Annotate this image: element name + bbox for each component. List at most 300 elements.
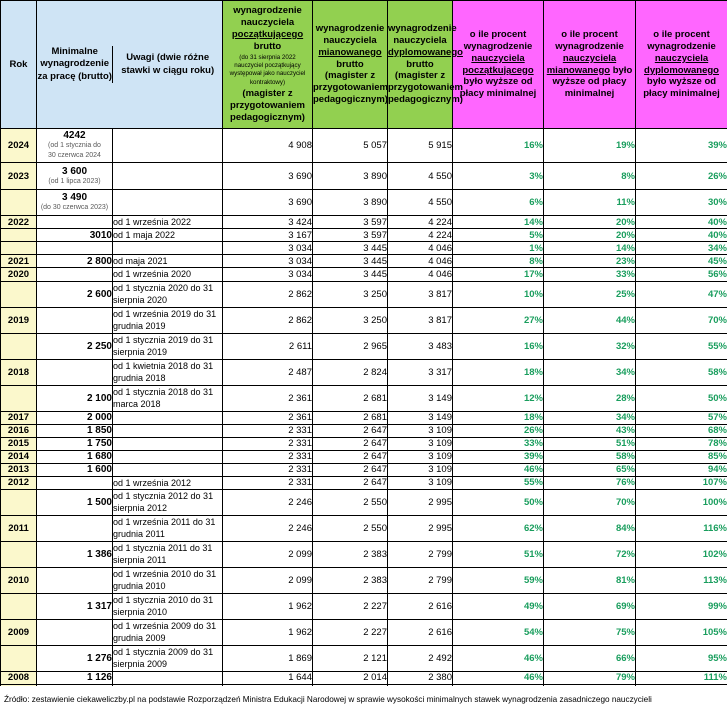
cell-pct-certified[interactable]: 116% [636,515,727,541]
table-row[interactable] [1,307,727,333]
cell-pct-appointed[interactable]: 44% [544,307,636,333]
cell-year[interactable] [1,541,37,567]
table-row[interactable] [1,450,727,463]
cell-minimum-wage[interactable]: 3010 [37,229,113,242]
cell-year[interactable] [1,333,37,359]
cell-salary-certified[interactable]: 3 483 [388,333,453,359]
cell-salary-appointed[interactable]: 3 445 [313,268,388,281]
cell-pct-appointed[interactable]: 79% [544,671,636,684]
cell-pct-certified[interactable]: 39% [636,129,727,163]
table-row[interactable] [1,242,727,255]
cell-salary-starting[interactable]: 3 690 [223,163,313,190]
cell-pct-starting[interactable]: 10% [453,281,544,307]
cell-minimum-wage[interactable] [37,515,113,541]
cell-pct-appointed[interactable]: 8% [544,163,636,190]
cell-note[interactable]: od 1 stycznia 2010 do 31 sierpnia 2010 [113,593,223,619]
cell-minimum-wage[interactable] [37,216,113,229]
cell-salary-appointed[interactable]: 2 227 [313,593,388,619]
cell-pct-appointed[interactable]: 66% [544,645,636,671]
header-pct-certified [636,1,727,129]
cell-pct-starting[interactable]: 6% [453,190,544,216]
cell-salary-appointed[interactable]: 2 121 [313,645,388,671]
header-pct-certified-l5: było wyższe od płacy minimalnej [643,76,720,100]
cell-salary-certified[interactable]: 3 109 [388,476,453,489]
table-row[interactable] [1,385,727,411]
cell-salary-appointed[interactable]: 2 681 [313,385,388,411]
header-notes-label: Uwagi (dwie różne stawki w ciągu roku) [121,52,215,76]
cell-salary-certified[interactable]: 2 492 [388,645,453,671]
cell-year[interactable]: 2023 [1,163,37,190]
table-row[interactable] [1,268,727,281]
cell-salary-appointed[interactable]: 5 057 [313,129,388,163]
cell-salary-starting[interactable]: 2 862 [223,307,313,333]
cell-salary-certified[interactable]: 2 799 [388,541,453,567]
cell-year[interactable]: 2024 [1,129,37,163]
cell-minimum-wage[interactable] [37,476,113,489]
cell-minimum-wage[interactable] [37,268,113,281]
cell-note[interactable]: od 1 września 2011 do 31 grudnia 2011 [113,515,223,541]
cell-salary-appointed[interactable]: 2 383 [313,567,388,593]
cell-salary-starting[interactable]: 1 962 [223,593,313,619]
table-row[interactable] [1,515,727,541]
cell-pct-starting[interactable]: 16% [453,129,544,163]
cell-minimum-wage[interactable]: 1 680 [37,450,113,463]
header-salary-starting-l5: (magister z przygotowaniem pedagogicznym) [230,88,305,123]
cell-salary-starting[interactable]: 2 246 [223,515,313,541]
cell-salary-appointed[interactable]: 2 014 [313,671,388,684]
cell-salary-certified[interactable]: 3 109 [388,463,453,476]
cell-pct-certified[interactable]: 55% [636,333,727,359]
cell-salary-appointed[interactable]: 2 681 [313,411,388,424]
cell-note[interactable] [113,671,223,684]
header-salary-appointed-l5: (magister z przygotowaniem pedagogicznym) [313,70,388,106]
table-row[interactable] [1,671,727,684]
cell-pct-starting[interactable]: 46% [453,671,544,684]
cell-pct-appointed[interactable]: 76% [544,476,636,489]
cell-pct-starting[interactable]: 18% [453,359,544,385]
cell-salary-starting[interactable]: 2 331 [223,476,313,489]
cell-note[interactable]: od 1 września 2012 [113,476,223,489]
cell-pct-appointed[interactable]: 33% [544,268,636,281]
header-pct-starting-l5: było wyższe od płacy minimalnej [459,76,537,100]
cell-salary-certified[interactable]: 2 995 [388,515,453,541]
cell-pct-appointed[interactable]: 58% [544,450,636,463]
header-salary-certified-l1: wynagrodzenie [388,22,457,34]
cell-salary-certified[interactable]: 4 224 [388,216,453,229]
cell-pct-appointed[interactable]: 25% [544,281,636,307]
cell-pct-certified[interactable]: 102% [636,541,727,567]
header-salary-starting-l4: brutto [253,40,282,52]
cell-pct-appointed[interactable]: 23% [544,255,636,268]
cell-pct-appointed[interactable]: 75% [544,619,636,645]
table-row[interactable] [1,489,727,515]
cell-pct-appointed[interactable]: 34% [544,411,636,424]
cell-year[interactable]: 2021 [1,255,37,268]
table-row[interactable] [1,645,727,671]
cell-pct-certified[interactable]: 40% [636,229,727,242]
cell-minimum-wage[interactable] [37,163,113,190]
cell-pct-starting[interactable]: 17% [453,268,544,281]
cell-salary-appointed[interactable]: 2 647 [313,437,388,450]
cell-pct-certified[interactable]: 70% [636,307,727,333]
cell-year[interactable]: 2019 [1,307,37,333]
table-row[interactable] [1,424,727,437]
cell-pct-starting[interactable]: 46% [453,645,544,671]
cell-pct-appointed[interactable]: 32% [544,333,636,359]
cell-salary-certified[interactable]: 3 109 [388,450,453,463]
cell-pct-appointed[interactable]: 20% [544,216,636,229]
table-row[interactable] [1,229,727,242]
cell-salary-appointed[interactable]: 3 445 [313,255,388,268]
cell-note[interactable]: od 1 stycznia 2011 do 31 sierpnia 2011 [113,541,223,567]
cell-note[interactable] [113,411,223,424]
cell-minimum-wage[interactable]: 1 386 [37,541,113,567]
cell-pct-appointed[interactable]: 81% [544,567,636,593]
header-pct-certified-l4: dyplomowanego [644,64,719,76]
table-row[interactable] [1,541,727,567]
cell-pct-certified[interactable]: 30% [636,190,727,216]
cell-salary-starting[interactable]: 4 908 [223,129,313,163]
cell-salary-appointed[interactable]: 2 550 [313,515,388,541]
cell-salary-certified[interactable]: 3 817 [388,281,453,307]
cell-salary-appointed[interactable]: 2 647 [313,424,388,437]
cell-pct-certified[interactable]: 100% [636,489,727,515]
table-row[interactable] [1,567,727,593]
header-pct-appointed-l2: wynagrodzenie [555,40,624,52]
cell-salary-starting[interactable]: 2 862 [223,281,313,307]
cell-salary-certified[interactable]: 2 616 [388,619,453,645]
cell-salary-certified[interactable]: 2 995 [388,489,453,515]
header-salary-appointed-l2: nauczyciela [323,34,377,46]
cell-pct-appointed[interactable]: 84% [544,515,636,541]
cell-pct-certified[interactable]: 107% [636,476,727,489]
cell-pct-starting[interactable]: 5% [453,229,544,242]
header-pct-starting-l2: wynagrodzenie [463,40,533,52]
cell-pct-appointed[interactable]: 43% [544,424,636,437]
header-pct-starting [453,1,544,129]
minimum-wage-period-1: (od 1 lipca 2023) [48,177,101,185]
header-salary-starting [223,1,313,129]
cell-pct-appointed[interactable]: 20% [544,229,636,242]
cell-salary-appointed[interactable]: 3 250 [313,281,388,307]
cell-salary-appointed[interactable]: 2 383 [313,541,388,567]
cell-salary-certified[interactable]: 4 224 [388,229,453,242]
cell-minimum-wage[interactable]: 2 000 [37,411,113,424]
cell-salary-appointed[interactable]: 3 890 [313,163,388,190]
cell-note[interactable]: od 1 września 2019 do 31 grudnia 2019 [113,307,223,333]
cell-salary-appointed[interactable]: 3 445 [313,242,388,255]
cell-year[interactable] [1,385,37,411]
cell-salary-certified[interactable]: 3 109 [388,424,453,437]
cell-pct-starting[interactable]: 1% [453,242,544,255]
header-pct-appointed-l1: o ile procent [561,28,618,40]
cell-note[interactable]: od 1 kwietnia 2018 do 31 grudnia 2018 [113,359,223,385]
cell-salary-appointed[interactable]: 2 824 [313,359,388,385]
cell-year[interactable]: 2016 [1,424,37,437]
cell-pct-starting[interactable]: 8% [453,255,544,268]
cell-pct-appointed[interactable]: 28% [544,385,636,411]
cell-salary-certified[interactable]: 5 915 [388,129,453,163]
cell-salary-starting[interactable]: 2 099 [223,567,313,593]
cell-minimum-wage[interactable]: 2 250 [37,333,113,359]
cell-note[interactable] [113,424,223,437]
cell-pct-starting[interactable]: 16% [453,333,544,359]
cell-pct-starting[interactable]: 62% [453,515,544,541]
cell-salary-appointed[interactable]: 3 597 [313,216,388,229]
header-salary-certified-l4: brutto [406,58,434,70]
header-salary-certified-l2: nauczyciela [393,34,447,46]
cell-minimum-wage[interactable] [37,190,113,216]
cell-salary-certified[interactable]: 4 046 [388,242,453,255]
cell-year[interactable] [1,281,37,307]
cell-pct-starting[interactable]: 26% [453,424,544,437]
cell-year[interactable] [1,190,37,216]
cell-pct-appointed[interactable]: 34% [544,359,636,385]
table-row[interactable] [1,437,727,450]
cell-pct-appointed[interactable]: 51% [544,437,636,450]
cell-pct-starting[interactable]: 39% [453,450,544,463]
header-salary-certified-l5: (magister z przygotowaniem pedagogicznym) [388,70,463,106]
cell-note[interactable]: od 1 stycznia 2020 do 31 sierpnia 2020 [113,281,223,307]
cell-salary-starting[interactable]: 2 487 [223,359,313,385]
cell-year[interactable]: 2018 [1,359,37,385]
cell-pct-appointed[interactable]: 70% [544,489,636,515]
cell-note[interactable]: od 1 września 2010 do 31 grudnia 2010 [113,567,223,593]
cell-pct-starting[interactable]: 33% [453,437,544,450]
cell-pct-starting[interactable]: 51% [453,541,544,567]
cell-minimum-wage[interactable] [37,359,113,385]
table-row[interactable] [1,463,727,476]
cell-salary-appointed[interactable]: 3 597 [313,229,388,242]
cell-salary-certified[interactable]: 3 817 [388,307,453,333]
cell-year[interactable] [1,593,37,619]
cell-pct-certified[interactable]: 85% [636,450,727,463]
cell-minimum-wage[interactable]: 1 126 [37,671,113,684]
cell-salary-starting[interactable]: 2 331 [223,437,313,450]
cell-salary-starting[interactable]: 1 644 [223,671,313,684]
cell-year[interactable]: 2015 [1,437,37,450]
cell-salary-certified[interactable]: 4 046 [388,268,453,281]
cell-pct-starting[interactable]: 46% [453,463,544,476]
cell-salary-starting[interactable]: 2 331 [223,424,313,437]
table-row[interactable] [1,359,727,385]
cell-minimum-wage[interactable] [37,242,113,255]
cell-minimum-wage[interactable]: 2 800 [37,255,113,268]
cell-note[interactable] [113,163,223,190]
cell-minimum-wage[interactable]: 2 600 [37,281,113,307]
table-row[interactable] [1,476,727,489]
cell-salary-starting[interactable]: 3 034 [223,268,313,281]
cell-pct-certified[interactable]: 34% [636,242,727,255]
cell-minimum-wage[interactable]: 2 100 [37,385,113,411]
cell-pct-appointed[interactable]: 72% [544,541,636,567]
minimum-wage-period-2: 30 czerwca 2024 [48,152,101,159]
cell-note[interactable]: od 1 stycznia 2018 do 31 marca 2018 [113,385,223,411]
cell-salary-starting[interactable]: 3 034 [223,255,313,268]
cell-note[interactable]: od 1 stycznia 2012 do 31 sierpnia 2012 [113,489,223,515]
cell-salary-appointed[interactable]: 2 647 [313,463,388,476]
cell-minimum-wage[interactable]: 1 600 [37,463,113,476]
cell-year[interactable]: 2014 [1,450,37,463]
cell-salary-starting[interactable]: 1 869 [223,645,313,671]
cell-minimum-wage[interactable]: 1 500 [37,489,113,515]
cell-note[interactable] [113,129,223,163]
cell-salary-certified[interactable]: 3 149 [388,385,453,411]
cell-salary-certified[interactable]: 3 109 [388,437,453,450]
cell-pct-certified[interactable]: 47% [636,281,727,307]
cell-pct-starting[interactable]: 59% [453,567,544,593]
cell-note[interactable]: od 1 września 2022 [113,216,223,229]
table-row[interactable] [1,190,727,216]
cell-pct-certified[interactable]: 99% [636,593,727,619]
cell-year[interactable] [1,645,37,671]
cell-year[interactable]: 2022 [1,216,37,229]
cell-year[interactable]: 2013 [1,463,37,476]
cell-note[interactable] [113,463,223,476]
cell-salary-starting[interactable]: 2 331 [223,463,313,476]
cell-salary-starting[interactable]: 3 167 [223,229,313,242]
cell-pct-certified[interactable]: 78% [636,437,727,450]
table-body [1,129,727,698]
cell-salary-starting[interactable]: 2 361 [223,411,313,424]
cell-note[interactable]: od 1 stycznia 2019 do 31 sierpnia 2019 [113,333,223,359]
cell-year[interactable]: 2008 [1,671,37,684]
cell-salary-starting[interactable]: 2 246 [223,489,313,515]
cell-minimum-wage[interactable] [37,129,113,163]
cell-salary-starting[interactable]: 2 611 [223,333,313,359]
cell-pct-certified[interactable]: 57% [636,411,727,424]
cell-salary-certified[interactable]: 3 317 [388,359,453,385]
cell-pct-appointed[interactable]: 11% [544,190,636,216]
cell-year[interactable]: 2009 [1,619,37,645]
table-row[interactable] [1,163,727,190]
cell-minimum-wage[interactable] [37,567,113,593]
cell-salary-starting[interactable]: 2 331 [223,450,313,463]
source-footer [0,686,727,712]
table-row[interactable] [1,619,727,645]
cell-note[interactable] [113,190,223,216]
cell-year[interactable]: 2020 [1,268,37,281]
cell-salary-certified[interactable]: 4 046 [388,255,453,268]
cell-note[interactable]: od 1 września 2009 do 31 grudnia 2009 [113,619,223,645]
cell-pct-starting[interactable]: 27% [453,307,544,333]
cell-salary-certified[interactable]: 2 616 [388,593,453,619]
cell-year[interactable]: 2010 [1,567,37,593]
header-salary-starting-l2: nauczyciela [240,17,295,29]
header-minimum-wage [37,46,113,83]
cell-note[interactable]: od 1 maja 2022 [113,229,223,242]
cell-pct-certified[interactable]: 26% [636,163,727,190]
cell-note[interactable]: od 1 września 2020 [113,268,223,281]
cell-pct-certified[interactable]: 68% [636,424,727,437]
cell-salary-certified[interactable]: 2 799 [388,567,453,593]
cell-pct-certified[interactable]: 113% [636,567,727,593]
cell-salary-starting[interactable]: 2 361 [223,385,313,411]
cell-pct-certified[interactable]: 111% [636,671,727,684]
cell-pct-certified[interactable]: 105% [636,619,727,645]
cell-pct-appointed[interactable]: 69% [544,593,636,619]
cell-salary-appointed[interactable]: 3 890 [313,190,388,216]
table-row[interactable] [1,281,727,307]
cell-salary-certified[interactable]: 3 149 [388,411,453,424]
cell-pct-starting[interactable]: 14% [453,216,544,229]
cell-salary-starting[interactable]: 3 424 [223,216,313,229]
cell-salary-starting[interactable]: 1 962 [223,619,313,645]
cell-pct-certified[interactable]: 94% [636,463,727,476]
cell-salary-appointed[interactable]: 2 550 [313,489,388,515]
cell-pct-certified[interactable]: 40% [636,216,727,229]
header-pct-appointed-l5: było wyższe od płacy minimalnej [552,64,633,100]
cell-note[interactable] [113,450,223,463]
cell-salary-certified[interactable]: 4 550 [388,163,453,190]
cell-note[interactable]: od maja 2021 [113,255,223,268]
cell-minimum-wage[interactable]: 1 317 [37,593,113,619]
cell-year[interactable] [1,242,37,255]
cell-minimum-wage[interactable] [37,307,113,333]
cell-year[interactable] [1,489,37,515]
cell-salary-starting[interactable]: 3 034 [223,242,313,255]
header-salary-starting-l1: wynagrodzenie [233,5,302,17]
cell-pct-starting[interactable]: 18% [453,411,544,424]
cell-pct-appointed[interactable]: 65% [544,463,636,476]
cell-salary-appointed[interactable]: 2 647 [313,450,388,463]
cell-pct-certified[interactable]: 58% [636,359,727,385]
cell-year[interactable]: 2017 [1,411,37,424]
cell-salary-starting[interactable]: 3 690 [223,190,313,216]
cell-pct-starting[interactable]: 49% [453,593,544,619]
table-row[interactable] [1,411,727,424]
cell-note[interactable]: od 1 stycznia 2009 do 31 sierpnia 2009 [113,645,223,671]
header-pct-starting-l1: o ile procent [469,28,527,40]
cell-salary-appointed[interactable]: 2 965 [313,333,388,359]
cell-minimum-wage[interactable]: 1 850 [37,424,113,437]
table-row[interactable] [1,129,727,163]
table-row[interactable] [1,593,727,619]
cell-note[interactable] [113,242,223,255]
cell-minimum-wage[interactable]: 1 750 [37,437,113,450]
cell-pct-starting[interactable]: 50% [453,489,544,515]
minimum-wage-value: 3 600 [61,165,88,177]
cell-pct-starting[interactable]: 55% [453,476,544,489]
cell-pct-appointed[interactable]: 19% [544,129,636,163]
cell-year[interactable]: 2011 [1,515,37,541]
cell-year[interactable] [1,229,37,242]
cell-salary-appointed[interactable]: 2 647 [313,476,388,489]
header-pct-appointed [544,1,636,129]
cell-salary-appointed[interactable]: 2 227 [313,619,388,645]
table-row[interactable] [1,255,727,268]
cell-salary-starting[interactable]: 2 099 [223,541,313,567]
header-pct-certified-l2: wynagrodzenie [647,40,716,52]
cell-minimum-wage[interactable] [37,619,113,645]
cell-pct-starting[interactable]: 12% [453,385,544,411]
cell-pct-certified[interactable]: 56% [636,268,727,281]
cell-note[interactable] [113,437,223,450]
cell-pct-certified[interactable]: 95% [636,645,727,671]
cell-minimum-wage[interactable]: 1 276 [37,645,113,671]
table-row[interactable] [1,333,727,359]
cell-salary-certified[interactable]: 2 380 [388,671,453,684]
table-row[interactable] [1,216,727,229]
cell-pct-starting[interactable]: 3% [453,163,544,190]
cell-pct-starting[interactable]: 54% [453,619,544,645]
cell-pct-appointed[interactable]: 14% [544,242,636,255]
cell-pct-certified[interactable]: 50% [636,385,727,411]
cell-salary-appointed[interactable]: 3 250 [313,307,388,333]
cell-pct-certified[interactable]: 45% [636,255,727,268]
cell-year[interactable]: 2012 [1,476,37,489]
cell-salary-certified[interactable]: 4 550 [388,190,453,216]
